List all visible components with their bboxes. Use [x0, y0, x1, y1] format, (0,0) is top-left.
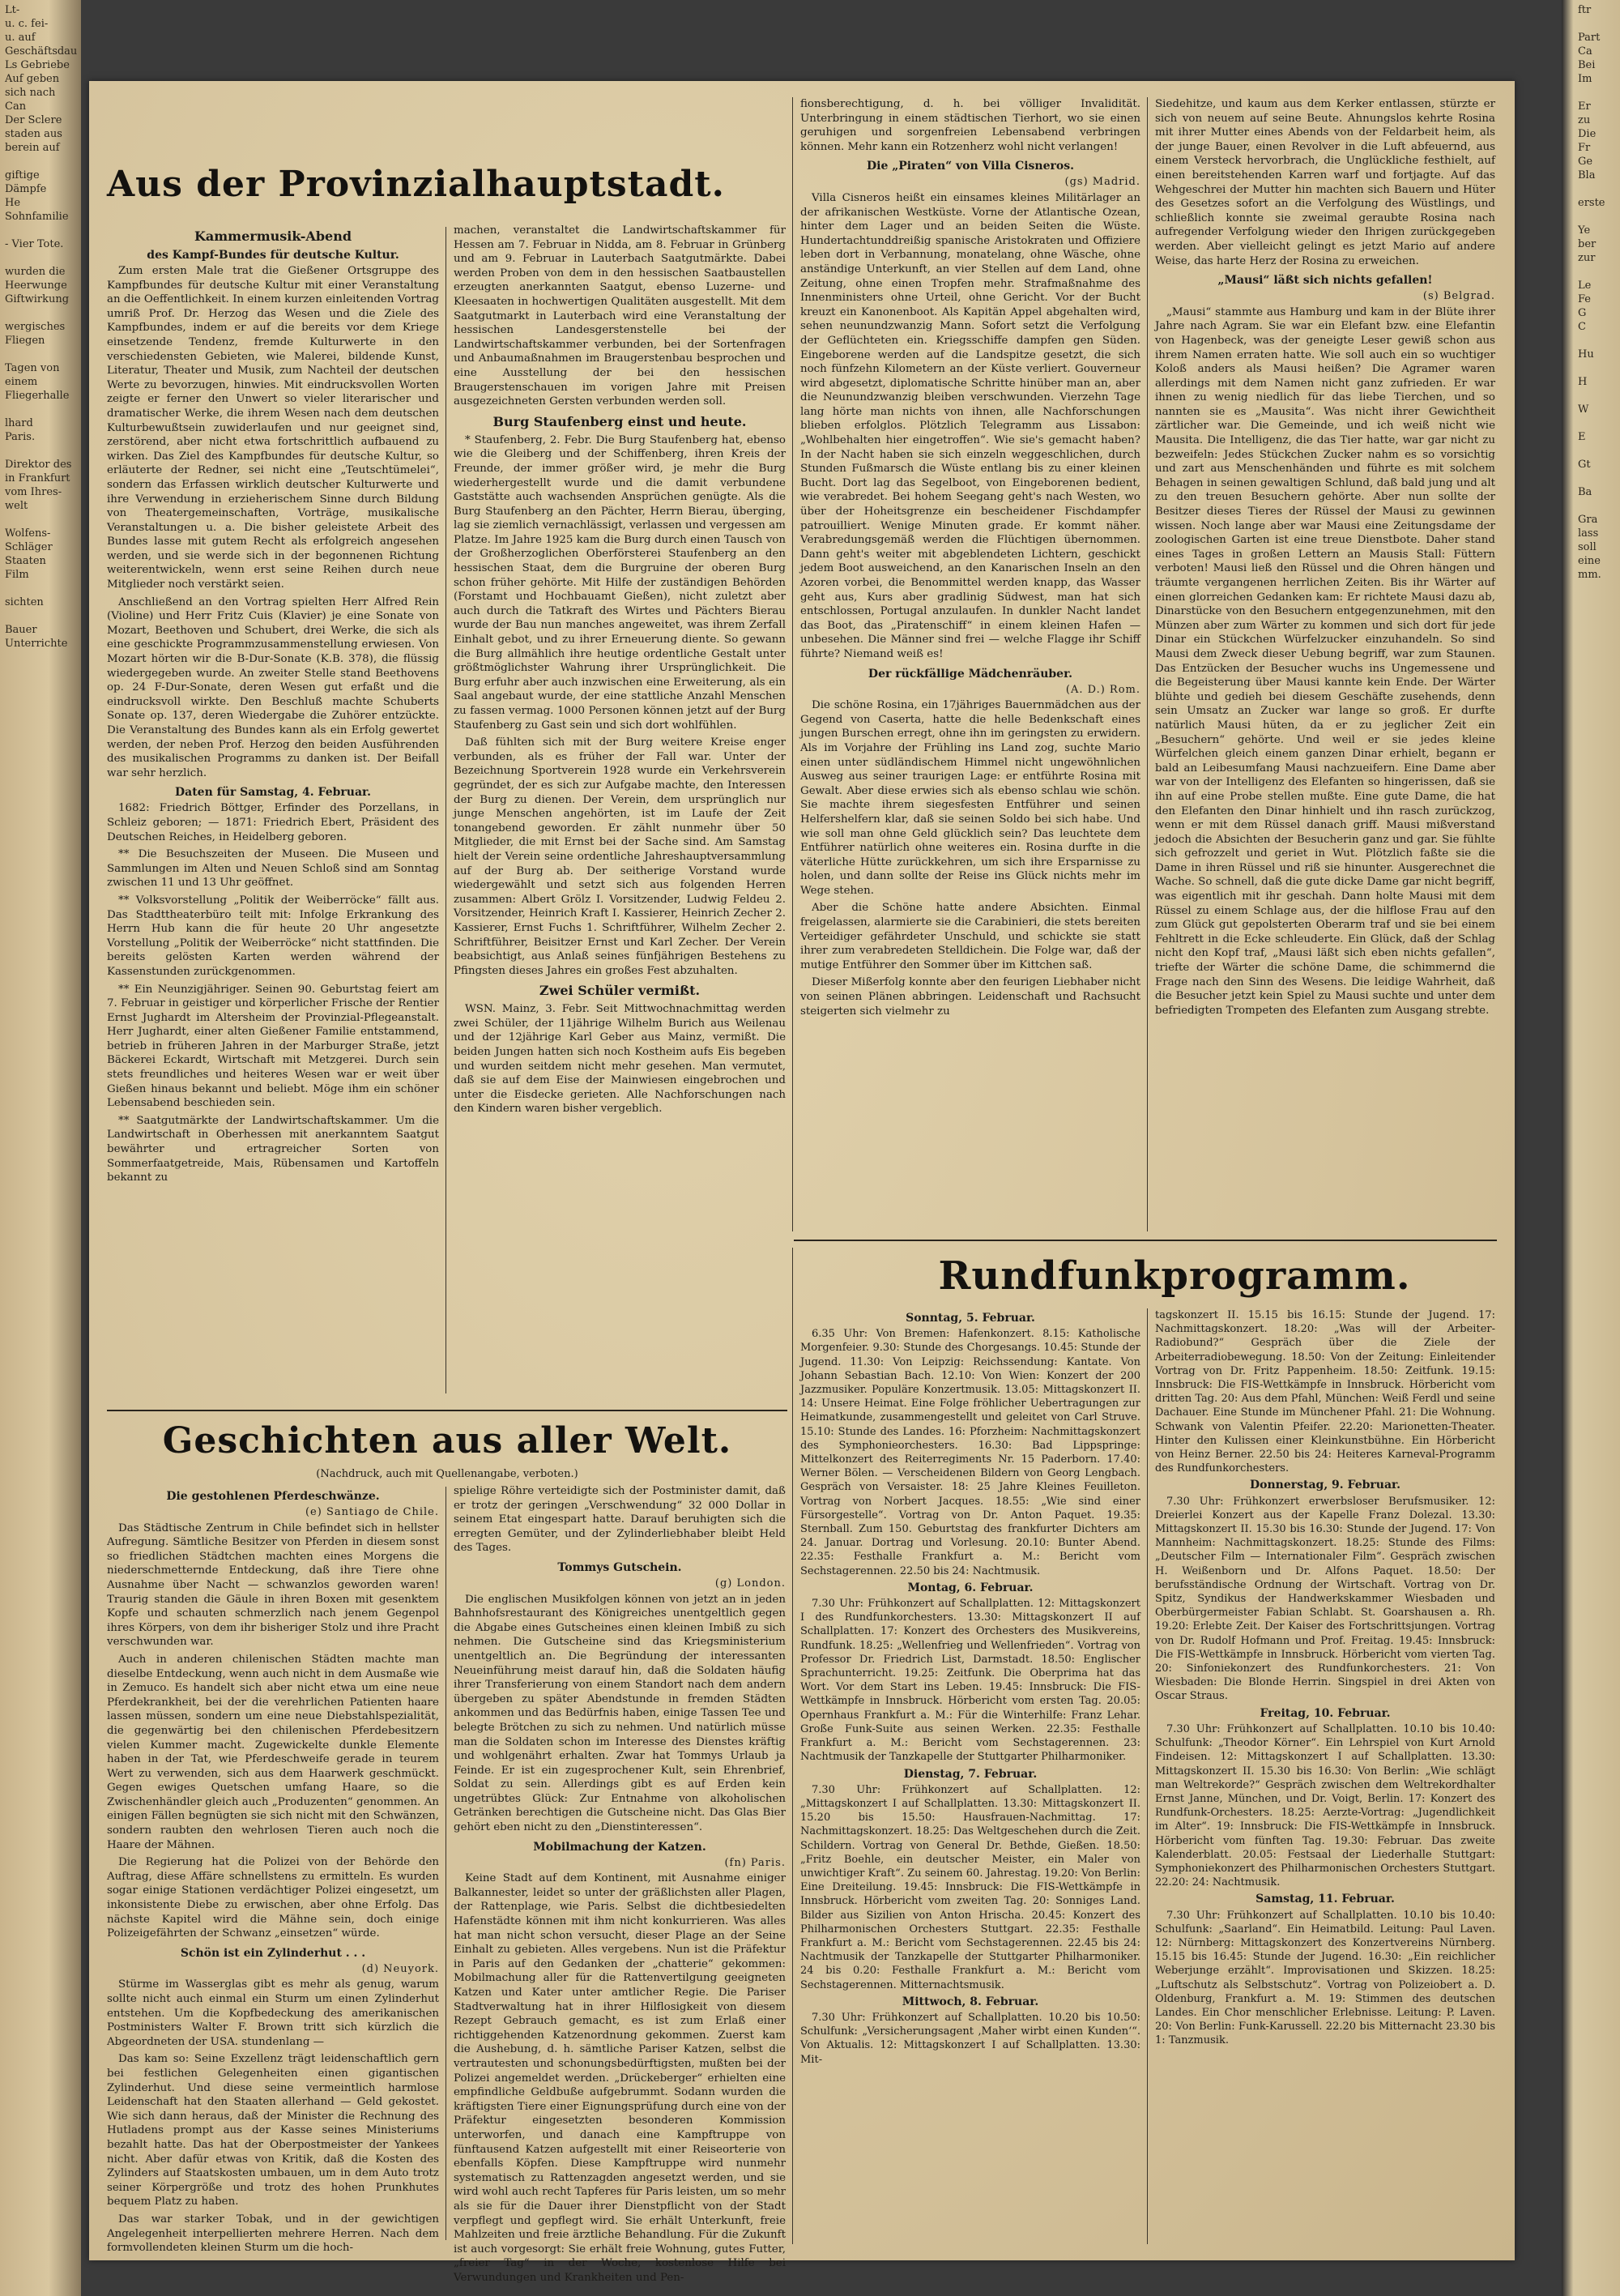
- column-rule: [792, 97, 793, 1231]
- paragraph: Die englischen Musikfolgen können von jetzt an in jeden Bahnhofsrestaurant des Königreiches unentgeltlich gegen die Abgabe eines Gutscheines einen kleinen Imbiß zu sich nehmen. Die Gutscheine sind das Kriegsministerium unentgeltlich an. Die Begründung der interessanten Neueinführung meist darauf hin, daß die Soldaten häufig ihrer Transferierung von einem Standort nach dem andern übergeben zu später Abendstunde in fremden Städten ankommen und das Bedürfnis haben, einige Tassen Tee und belegte Brötchen zu sich zu nehmen. Und natürlich müsse man die Soldaten schon im Interesse des Dienstes kräftig und wohlgenährt erhalten. Zwar hat Tommys Urlaub ja Feinde. Er ist ein zugesprochener Kult, sein Ehrenbrief, Soldat zu sein. Allerdings gibt es auf Erden kein ungetrübtes Glück: Zur Entnahme von alkoholischen Getränken berechtigen die Gutscheine nicht. Das Glas Bier gehört eben nicht zu den „Dienstinteressen“.: [454, 1593, 786, 1834]
- radio-day-heading: Freitag, 10. Februar.: [1260, 1706, 1391, 1720]
- radio-listing: 7.30 Uhr: Frühkonzert erwerbsloser Berufsmusiker. 12: Dreierlei Konzert aus der Kapelle Franz Dolezal. 13.30: Mittagskonzert II. 15.30 bis 16.30: Stunde der Jugend. 17: Von Mannheim: Nachmittagskonzert. 18.25: Stunde des Films: „Deutscher Film — Internationaler Film“. Gespräch zwischen H. Weißenborn und Dr. Alfons Paquet. 18.50: Der berufsständische Ordnung der Wirtschaft. Vortrag von Dr. Spitz, Syndikus der Handwerkskammer Wiesbaden und Oberbürgermeister Fabian Schlabt. St. Goarshausen a. Rh. 19.20: Erlebte Zeit. Der Kaiser des Fortschrittsjungen. Vortrag von Dr. Rudolf Hofmann und Prof. Freitag. 19.45: Innsbruck: Die FIS-Wettkämpfe in Innsbruck. Hörbericht vom vierten Tag. 20: Sinfoniekonzert des Rundfunkorchesters. 21: Von Wiesbaden: Die Blonde Herrin. Singspiel in drei Akten von Oscar Straus.: [1155, 1495, 1495, 1703]
- article-staufenberg: [454, 224, 786, 1406]
- paragraph: spielige Röhre verteidigte sich der Postminister damit, daß er trotz der geringen „Verschwendung“ 32 000 Dollar in seinem Etat eingespart hatte. Darauf beruhigten sich die erregten Gemüter, und der Zylinderliebhaber bleibt Held des Tages.: [454, 1485, 786, 1555]
- headline-mausi: „Mausi“ läßt sich nichts gefallen!: [1217, 274, 1433, 288]
- dateline: (gs) Madrid.: [1064, 176, 1140, 189]
- adjacent-page-right: [1562, 0, 1620, 2296]
- section-title-geschichten: Geschichten aus aller Welt.: [162, 1420, 732, 1462]
- adjacent-page-fragments-right: ftr Part Ca Bei Im Er zu Die Fr Ge Bla erste Ye ber zur Le Fe G C Hu H W E Gt Ba Gra lass soll eine mm.: [1578, 4, 1605, 581]
- paragraph: ** Die Besuchszeiten der Museen. Die Museen und Sammlungen im Alten und Neuen Schloß sind am Sonntag zwischen 11 und 13 Uhr geöffnet.: [107, 848, 439, 890]
- reprint-note: (Nachdruck, auch mit Quellenangabe, verboten.): [316, 1468, 578, 1480]
- dateline: (A. D.) Rom.: [1065, 683, 1140, 696]
- radio-day-heading: Sonntag, 5. Februar.: [906, 1312, 1035, 1325]
- column-rule: [792, 1248, 793, 2244]
- radio-column-2: [1155, 1308, 1495, 2244]
- column-rule: [1147, 97, 1148, 1231]
- dateline: (fn) Paris.: [724, 1856, 786, 1869]
- section-title-provinz: Aus der Provinzialhauptstadt.: [107, 164, 725, 205]
- paragraph: Auch in anderen chilenischen Städten machte man dieselbe Entdeckung, wenn auch nicht in dem Ausmaße wie in Zemuco. Es handelt sich aber nicht etwa um eine neue Pferdekrankheit, bei der die verehrlichen Patienten haare lassen müssen, sondern um eine neue Diebstahlspezialität, die gegenwärtig bei den chilenischen Pferdebesitzern vielen Kummer macht. Zugewickelte dunkle Elemente haben in der Tat, wie Pferdeschweife gerade in teurem Wert zu verwenden, sich aus dem Haarwerk geschmückt. Gegen ewiges Quetschen umfang Haare, so die Zwischenhändler gleich auch „Produzenten“ genommen. An einigen Fällen begnügten sie sich nicht mit den Schwänzen, sondern raubten den wehrlosen Tieren auch noch die Haare der Mähnen.: [107, 1653, 439, 1851]
- subhead-kammermusik: des Kampf-Bundes für deutsche Kultur.: [147, 249, 399, 262]
- column-rule: [1147, 1308, 1148, 2244]
- radio-day-heading: Donnerstag, 9. Februar.: [1249, 1479, 1401, 1492]
- paragraph: fionsberechtigung, d. h. bei völliger Invalidität. Unterbringung in einem städtischen Tierhort, wo sie einen geruhigen und sorgenfreien Lebensabend verbringen können. Mehr kann ein Rotzenherz wohl nicht verlangen!: [800, 98, 1140, 153]
- headline-katzen: Mobilmachung der Katzen.: [533, 1840, 706, 1854]
- headline-cisneros: Die „Piraten“ von Villa Cisneros.: [866, 160, 1074, 173]
- dateline: (g) London.: [714, 1577, 786, 1590]
- article-cisneros: [800, 97, 1140, 1231]
- radio-day-heading: Mittwoch, 8. Februar.: [902, 1995, 1039, 2008]
- dateline: (s) Belgrad.: [1422, 290, 1495, 303]
- paragraph: Das kam so: Seine Exzellenz trägt leidenschaftlich gern bei festlichen Gelegenheiten einen gigantischen Zylinderhut. Und diese seine vermeintlich harmlose Leidenschaft hat den Staaten allerhand — Geld gekostet. Wie sich dann heraus, daß der Minister die Rechnung des Hutladens prompt aus der Kasse seines Ministeriums bezahlt hatte. Das hat der Oberpostmeister der Yankees nicht. Aber dafür etwas von Kritik, daß die Kosten des Zylinders auf Staatskosten umbauen, um in dem Auto trotz seiner Körpergröße und trotz des hohen Prunkhutes bequem Platz zu haben.: [107, 2053, 439, 2209]
- paragraph: ** Volksvorstellung „Politik der Weiberröcke“ fällt aus. Das Stadttheaterbüro teilt mit: Infolge Erkrankung des Herrn Hub kann die für heute 20 Uhr angesetzte Vorstellung „Politik der Weiberröcke“ nicht stattfinden. Die bereits gelösten Karten werden während der Kassenstunden zurückgenommen.: [107, 894, 439, 978]
- headline-maedchenraeuber: Der rückfällige Mädchenräuber.: [868, 667, 1073, 681]
- radio-listing: tagskonzert II. 15.15 bis 16.15: Stunde der Jugend. 17: Nachmittagskonzert. 18.20: „Was will der Arbeiter-Radiobund?“ Gespräch über die Ziele der Arbeiterradiobewegung. 18.50: Von der Zeitung: Einleitender Vortrag von Dr. Fritz Pappenheim. 18.50: Zeitfunk. 19.15: Innsbruck: Die FIS-Wettkämpfe in Innsbruck. Hörbericht vom dritten Tag. 20: Aus dem Pfahl, München: Weiß Ferdl und seine Dachauer. Eine Stunde im Münchener Pfahl. 21: Die Wohnung. Schwank von Valentin Pfeifer. 22.20: Marionetten-Theater. Hinter den Kulissen einer Kleinkunstbühne. Ein Hörbericht von Heinz Berner. 22.50 bis 24: Heiteres Karneval-Programm des Rundfunkorchesters.: [1155, 1309, 1495, 1475]
- paragraph: Aber die Schöne hatte andere Absichten. Einmal freigelassen, alarmierte sie die Carabinieri, die stets bereiten Verteidiger gefährdeter Unschuld, und schickte sie statt ihrer zum verabredeten Stelldichein. Die Folge war, daß der mutige Entführer den Sommer über im Kittchen saß.: [800, 902, 1140, 971]
- radio-listing: 7.30 Uhr: Frühkonzert auf Schallplatten. 10.10 bis 10.40: Schulfunk: „Theodor Körner“. Ein Lehrspiel von Kurt Arnold Findeisen. 12: Mittagskonzert I auf Schallplatten. 13.30: Mittagskonzert II. 15.30 bis 16.30: Von Berlin: „Wie schlägt man Weltrekorde?“ Gespräch zwischen dem Weltrekordhalter Ernst Janne, München, und Dr. Voigt, Berlin. 17: Konzert des Rundfunk-Orchesters. 18.25: Aerzte-Vortrag: „Jugendlichkeit im Alter“. 19: Innsbruck: Die FIS-Wettkämpfe in Innsbruck. Hörbericht vom fünften Tag. 19.30: Februar. Das zweite Kalenderblatt. 20.05: Festsaal der Liederhalle Stuttgart: Symphoniekonzert des Philharmonischen Orchesters Stuttgart. 22.20: 24: Nachtmusik.: [1155, 1722, 1495, 1889]
- newspaper-page: [89, 81, 1515, 2284]
- section-rule: [794, 1240, 1497, 1241]
- dateline: (e) Santiago de Chile.: [305, 1506, 439, 1518]
- radio-listing: 7.30 Uhr: Frühkonzert auf Schallplatten. 12: Mittagskonzert I des Rundfunkorchesters. 13.30: Mittagskonzert II auf Schallplatten. 17: Konzert des Orchesters des Musikvereins, Rundfunk. 18.25: „Wellenfrieg und Wellenfrieden“. Vortrag von Professor Dr. Friedrich List, Darmstadt. 18.50: Englischer Sprachunterricht. 19.25: Zeitfunk. Die Oberprima hat das Wort. Vor dem Start ins Leben. 19.45: Innsbruck: Die FIS-Wettkämpfe in Innsbruck. Hörbericht vom ersten Tag. 20.05: Opernhaus Frankfurt a. M.: Für die Winterhilfe: Franz Lehar. Große Funk-Suite aus seinen Werken. 22.35: Festhalle Frankfurt a. M.: Bericht vom Sechstagerennen. 23: Nachtmusik der Tanzkapelle der Stuttgarter Philharmoniker.: [800, 1598, 1140, 1764]
- headline-daten: Daten für Samstag, 4. Februar.: [175, 786, 371, 800]
- paragraph: Daß fühlten sich mit der Burg weitere Kreise enger verbunden, als es früher der Fall war. Unter der Bezeichnung Sportverein 1928 wurde ein Verkehrsverein gegründet, der es sich zur Aufgabe machte, den Interessen der Burg zu dienen. Der Verein, dem ursprünglich nur junge Menschen angehörten, ist im Laufe der Zeit tonangebend geworden. Er zählt nunmehr über 50 Mitglieder, die mit Ernst bei der Sache sind. Am Samstag hielt der Verein seine ordentliche Jahreshauptversammlung auf der Burg ab. Der seitherige Vorstand wurde wiedergewählt und setzt sich aus folgenden Herren zusammen: Albert Grölz I. Vorsitzender, Ludwig Feldeu 2. Vorsitzender, Heinrich Kraft I. Kassierer, Heinrich Zecher 2. Kassierer, Ernst Fuchs 1. Schriftführer, Wilhelm Zecher 2. Schriftführer, Beisitzer Ernst und Karl Zecher. Der Verein beabsichtigt, aus Anlaß seines fünfjährigen Bestehens zu Pfingsten dieses Jahres ein großes Fest abzuhalten.: [454, 736, 786, 977]
- headline-tommy: Tommys Gutschein.: [557, 1560, 682, 1574]
- radio-day-heading: Dienstag, 7. Februar.: [903, 1767, 1038, 1781]
- paragraph: Dieser Mißerfolg konnte aber den feurigen Liebhaber nicht von seinen Plänen abbringen. Leidenschaft und Rachsucht steigerten sich vielmehr zu: [800, 976, 1140, 1018]
- article-tommy-katzen: [454, 1484, 786, 2284]
- article-pferdeschwaenze: [107, 1484, 439, 2255]
- radio-listing: 7.30 Uhr: Frühkonzert auf Schallplatten. 10.10 bis 10.40: Schulfunk: „Saarland“. Ein Heimatbild. Leitung: Paul Laven. 12: Nürnberg: Mittagskonzert des Konzertvereins Nürnberg. 15.15 bis 16.45: Stunde der Jugend. 16.30: „Ein reichlicher Weberjunge erzählt“. Improvisationen und Skizzen. 18.25: „Luftschutz als Selbstschutz“. Vortrag von Polizeiobert a. D. Oldenburg, Frankfurt a. M. 19: Stimmen des deutschen Landes. Ein Chor menschlicher Erlebnisse. Leitung: P. Laven. 20: Von Berlin: Funk-Karussell. 22.20 bis Mitternacht 23.30 bis 1: Tanzmusik.: [1155, 1909, 1495, 2047]
- headline-pferdeschwaenze: Die gestohlenen Pferdeschwänze.: [166, 1490, 380, 1503]
- radio-day-heading: Montag, 6. Februar.: [907, 1581, 1034, 1594]
- adjacent-page-left: [0, 0, 81, 2296]
- dateline: (d) Neuyork.: [361, 1962, 439, 1975]
- paragraph: Die schöne Rosina, ein 17jähriges Bauernmädchen aus der Gegend von Caserta, hatte die helle Bedenkschaft eines jungen Burschen erregt, ohne ihn im geringsten zu erwidern. Als im Vorjahre der Frühling ins Land zog, suchte Mario einen unter südländischem Himmel nicht ungewöhnlichen Ausweg aus seiner traurigen Lage: er entführte Rosina mit Gewalt. Aber diese erwies sich als ebenso schlau wie schön. Sie machte ihrem siegesfesten Entführer und seinen Helfershelfern klar, daß sie seinen Soldo bei sich habe. Und wie soll man ohne Geld glücklich sein? Das leuchtete dem Entführer natürlich ohne weiteres ein. Rosina durfte in die väterliche Hütte zurückkehren, um sich ihre Ersparnisse zu holen, und dann sollte der Reise ins Glück nichts mehr im Wege stehen.: [800, 699, 1140, 897]
- headline-kammermusik: Kammermusik-Abend: [194, 228, 352, 244]
- paragraph: ** Ein Neunzigjähriger. Seinen 90. Geburtstag feiert am 7. Februar in geistiger und körperlicher Frische der Rentier Ernst Jughardt im Altersheim der Provinzial-Pflegeanstalt. Herr Jughardt, einer alten Gießener Familie entstammend, betrieb in früheren Jahren in der Marburger Straße, jetzt Bäckerei Eckardt, Wirtschaft mit Metzgerei. Durch sein stets freundliches und heiteres Wesen war er weit über Gießen hinaus bekannt und beliebt. Möge ihm ein schöner Lebensabend beschieden sein.: [107, 983, 439, 1110]
- paragraph: Siedehitze, und kaum aus dem Kerker entlassen, stürzte er sich von neuem auf seine Beute. Ahnungslos kehrte Rosina mit ihrer Mutter eines Abends von der Feldarbeit heim, als der junge Bauer, einen Revolver in die Luft abfeuernd, aus einem Versteck hervorbrach, die Unglückliche festhielt, auf einen bereitstehenden Karren warf und fortjagte. Auf das Wehgeschrei der Mutter hin machten sich Bauern und Hüter des Gesetzes sofort an die Verfolgung des Wüstlings, und schließlich konnte sie zweimal geraubte Rosina nach aufregender Verfolgung wieder den Ihrigen zurückgegeben werden. Aber vielleicht gelingt es jetzt Mario auf andere Weise, das harte Herz der Rosina zu erweichen.: [1155, 98, 1495, 267]
- section-rule: [107, 1410, 787, 1411]
- radio-listing: 7.30 Uhr: Frühkonzert auf Schallplatten. 10.20 bis 10.50: Schulfunk: „Versicherungsagent ‚Maher wirbt einen Kunden‘“. Von Aktualis. 12: Mittagskonzert I auf Schallplatten. 13.30: Mit-: [800, 2011, 1140, 2066]
- article-mausi: [1155, 97, 1495, 1231]
- paragraph: ** Saatgutmärkte der Landwirtschaftskammer. Um die Landwirtschaft in Oberhessen mit anerkanntem Saatgut bewährter und ertragreicher Sorten von Sommerfaatgetreide, Mais, Rübensamen und Kartoffeln bekannt zu: [107, 1114, 439, 1184]
- radio-listing: 6.35 Uhr: Von Bremen: Hafenkonzert. 8.15: Katholische Morgenfeier. 9.30: Stunde des Chorgesangs. 10.45: Stunde der Jugend. 11.30: Von Leipzig: Reichssendung: Kantate. Von Johann Sebastian Bach. 12.10: Von Wien: Konzert der 200 Jazzmusiker. Populäre Konzertmusik. 13.05: Mittagskonzert II. 14: Unsere Heimat. Eine Folge fröhlicher Uebertragungen zur Heimatkunde, zusammengestellt und geleitet von Carl Struve. 15.10: Stunde des Landes. 16: Pforzheim: Nachmittagskonzert des Symphonieorchesters. 16.30: Bad Lippspringe: Mittelkonzert des Reiterregiments Nr. 15 Paderborn. 17.40: Werner Bölen. — Verscheidenen Bildern von Georg Lengbach. Gespräch von Versaister. 18: 25 Jahre Kleines Feuilleton. Vortrag von Norbert Jacques. 18.55: „Wie sind einer Fürsorgestelle“. Vortrag von Dr. Anton Paquet. 19.35: Sternball. Zum 150. Geburtstag des frankfurter Dichters am 24. Januar. Dortrag und Vorlesung. 20.10: Bunter Abend. 22.35: Festhalle Frankfurt a. M.: Bericht vom Sechstagerennen. 22.50 bis 24: Nachtmusik.: [800, 1328, 1140, 1577]
- paragraph: Villa Cisneros heißt ein einsames kleines Militärlager an der afrikanischen Westküste. Vorne der Atlantische Ozean, hinter dem Lager und an beiden Seiten die Wüste. Hundertachtunddreißig spanische Aristokraten und Offiziere leben dort in Verbannung, monatelang, ohne Wäsche, ohne anständige Unterkunft, an vier Stellen auf dem Land, ohne Zeitung, ohne einen Tropfen mehr. Strafmaßnahme des Innenministers ohne Urteil, ohne Gericht. Vor der Bucht kreuzt ein Kanonenboot. Als Kapitän Appel abgehalten wird, sehen neunundzwanzig Mann. Sofort setzt die Verfolgung der Geflüchteten ein. Kriegsschiffe dampfen gen Süden. Eingeborene werden auf die Landspitze gesetzt, die sich noch fünfzehn Kilometern an der Küste verliert. Gouverneur wird abgesetzt, diplomatische Schritte hinüber man an, aber die Neunundzwanzig bleiben verschwunden. Vierzehn Tage lang hörte man nichts von ihnen, alle Nachforschungen blieben erfolglos. Plötzlich Telegramm aus Lissabon: „Wohlbehalten hier eingetroffen“. Wie sie's gemacht haben? In der Nacht haben sie sich einzeln weggeschlichen, durch Stunden Fußmarsch die Wüste entlang bis zu einer kleinen Bucht. Dort lag das Segelboot, von Eingeborenen bedient, wie verabredet. Bei hohem Seegang geht's nach Westen, wo über der Hoheitsgrenze ein bescheidener Fischdampfer patrouilliert. Wenige Minuten grade. Er kommt näher. Verabredungsgemäß werden die Flüchtigen übernommen. Dann geht's weiter mit abgeblendeten Lichtern, geschickt jedem Boot ausweichend, an den Kanarischen Inseln an den Azoren vorbei, die Benommittel werden knapp, das Wasser geht aus, Kurs aber gradlinig Südwest, man hat sich entschlossen, Portugal anzulaufen. In dunkler Nacht landet das Boot, das „Piratenschiff“ in einem kleinen Hafen — unbesehen. Die Männer sind frei — welche Flagge ihr Schiff führte? Niemand weiß es!: [800, 191, 1140, 660]
- radio-listing: 7.30 Uhr: Frühkonzert auf Schallplatten. 12: „Mittagskonzert I auf Schallplatten. 13.30: Mittagskonzert II. 15.20 bis 15.50: Hausfrauen-Nachmittag. 17: Nachmittagskonzert. 18.25: Das Weltgeschehen durch die Zeit. Schildern. Vortrag von General Dr. Bethde, Gießen. 18.50: „Fritz Boehle, ein deutscher Meister, ein Maler von unwichtiger Kraft“. Zu seinem 60. Jahrestag. 19.20: Von Berlin: Eine Dreiteilung. 19.45: Innsbruck: Die FIS-Wettkämpfe in Innsbruck. Hörbericht vom zweiten Tag. 20: Sonniges Land. Bilder aus Sizilien von Anton Hrischa. 20.45: Konzert des Philharmonischen Orchesters Stuttgart. 22.35: Festhalle Frankfurt a. M.: Bericht vom Sechstagerennen. 22.45 bis 24: Nachtmusik der Tanzkapelle der Stuttgarter Philharmoniker. 24 bis 0.20: Festhalle Frankfurt a. M.: Bericht vom Sechstagerennen. Mitternachtsmusik.: [800, 1783, 1140, 1991]
- article-kammermusik: [107, 224, 439, 1406]
- paragraph: Die Regierung hat die Polizei von der Behörde den Auftrag, diese Affäre schnellstens zu ermitteln. Es wurden sogar einige Stationen verdächtiger Polizei eingesetzt, um inkonsistente Diebe zu erwischen, aber ohne Erfolg. Das nächste Kapitel wird die Mähne sein, doch einige Polizeigefährten der Schwanz „einsetzen“ würde.: [107, 1856, 439, 1940]
- paragraph: * Staufenberg, 2. Febr. Die Burg Staufenberg hat, ebenso wie die Gleiberg und der Schiffenberg, ihren Kreis der Freunde, der immer größer wird, je mehr die Burg wiederhergestellt wurde und die damit verbundene Gaststätte auch wachsenden Ansprüchen genügte. Als die Burg Staufenberg an den Pächter, Herrn Bierau, überging, lag sie ziemlich vernachlässigt, verlassen und vergessen am Platze. Im Jahre 1925 kam die Burg durch einen Tausch von der Großherzoglichen Oberförsterei Staufenberg an den hessischen Staat, dem die Burgruine der oberen Burg schon früher gehörte. Mit Hilfe der zuständigen Behörden (Forstamt und Hochbauamt Gießen), nicht zuletzt aber auch durch die Tatkraft des Wirtes und Pächters Bierau wurde der Bau nun manches angeweitet, was ihrem Zerfall Einhalt gebot, und zu ihrer Erneuerung diente. So gewann die Burg allmählich ihre heutige ordentliche Gestalt unter größtmöglichster Wahrung ihrer Ursprünglichkeit. Die Burg erfuhr aber auch inzwischen eine Erweiterung, als ein Saal angebaut wurde, der eine stattliche Anzahl Menschen zu fassen vermag. 1000 Personen können jetzt auf der Burg Staufenberg zu Gast sein und sich dort wohlfühlen.: [454, 433, 786, 732]
- paragraph: Zum ersten Male trat die Gießener Ortsgruppe des Kampfbundes für deutsche Kultur mit einer Veranstaltung an die Oeffentlichkeit. In einem kurzen einleitenden Vortrag umriß Prof. Dr. Herzog das Wesen und die Ziele des Kampfbundes, indem er auf die bereits vor dem Kriege einsetzende Tendenz, fremde Kulturwerte in den verschiedensten Gebieten, wie Malerei, bildende Kunst, Literatur, Theater und Musik, zum Nachteil der deutschen Werte zu bevorzugen, hinwies. Mit eindrucksvollen Worten zeigte er ferner den Unwert so vieler literarischer und dramatischer Werke, die ihrem Wesen nach dem deutschen Kulturbewußtsein zuwiderlaufen und nur geeignet sind, zerstörend, aber nicht etwa fortschrittlich aufbauend zu wirken. Das Ziel des Kampfbundes für deutsche Kultur, so erläuterte der Redner, sei nicht eine „Teutschtümelei“, sondern das Erfassen wirklich deutscher Kulturwerte und ihre Verwendung in erzieherischem Sinne durch Bildung von Theatergemeinschaften, Vorträge, musikalische Veranstaltungen u. a. Die bisher geleistete Arbeit des Bundes lasse mit gutem Recht als erfolgreich angesehen werden, und sie werde sich in der begonnenen Richtung weiterentwickeln, wenn erst seine Reihen durch neue Mitglieder noch verstärkt seien.: [107, 265, 439, 591]
- radio-column-1: [800, 1308, 1140, 2244]
- paragraph: Keine Stadt auf dem Kontinent, mit Ausnahme einiger Balkannester, leidet so unter der gräßlichsten aller Plagen, der Rattenplage, wie Paris. Selbst die dichtbesiedelten Hafenstädte können mit ihm nicht konkurrieren. Was alles hat man nicht schon versucht, dieser Plage an der Seine Einhalt zu gebieten. Alles vergebens. Nun ist die Präfektur in Paris auf den Gedanken der „chatterie“ gekommen: Mobilmachung aller für die Rattenvertilgung geeigneten Katzen und Kater unter amtlicher Regie. Die Pariser Stadtverwaltung hat in ihrer Hilflosigkeit von diesem Rezept Gebrauch gemacht, es ist zum Erlaß einer richtiggehenden Katzenordnung gekommen. Zuerst kam die Aushebung, d. h. sämtliche Pariser Katzen, selbst die vertrautesten und schonungsbedürftigsten, mußten bei der Polizei angemeldet werden. „Drückeberger“ erhielten eine empfindliche Geldbuße aufgebrummt. Sodann wurden die kräftigsten Tiere einer Eignungsprüfung durch eine von der Präfektur eingesetzten besonderen Kommission unterworfen, und danach eine Kampftruppe von fünftausend Katzen aufgestellt mit einer Reiseorterie von ebenfalls Köpfen. Diese Kampftruppe wird nunmehr systematisch zu Rattenzagden angesetzt werden, und sie wird wohl auch recht Tapferes für Paris leisten, um so mehr als sie für die Dauer ihrer Dienstpflicht von der Stadt verpflegt und gepflegt wird. Sie erhält Unterkunft, freie Mahlzeiten und freie ärztliche Behandlung. Für die Zukunft ist auch vorgesorgt: Sie erhält freie Wohnung, gutes Futter, „freier Tag“ in der Woche, kostenlose Hilfe bei Verwundungen und Krankheiten und Pen-: [454, 1872, 786, 2284]
- section-title-rundfunk: Rundfunkprogramm.: [938, 1253, 1411, 1299]
- headline-zylinderhut: Schön ist ein Zylinderhut . . .: [180, 1946, 366, 1960]
- paragraph: Das war starker Tobak, und in der gewichtigen Angelegenheit interpellierten mehrere Herren. Nach dem formvollendeten kleinen Sturm um die hoch-: [107, 2213, 439, 2255]
- paragraph: „Mausi“ stammte aus Hamburg und kam in der Blüte ihrer Jahre nach Agram. Sie war ein Elefant bzw. eine Elefantin von Hagenbeck, was der geneigte Leser gewiß schon aus ihrem Namen erraten hatte. Wie soll auch ein so wuchtiger Koloß anders als Mausi heißen? Die Agramer waren allerdings mit dem Namen nicht ganz zufrieden. Er war ihnen zu wenig niedlich für das liebe Tierchen, und so nannten sie es „Mausita“. Was nicht ihrer Gewichtheit zärtlicher war. Die Gemeinde, und ich weiß nicht wie Mausita. Die Intelligenz, die das Tier hatte, war gar nicht zu bezweifeln: Jedes Stückchen Zucker nahm es so vorsichtig und zart aus Menschenhänden und führte es mit solchem Behagen in seinen gewaltigen Schlund, daß bald jung und alt zu den treuen Besuchern gehörte. Aber nun sollte der Besitzer dieses Tieres der Rüssel der Mausi zu gewinnen wissen. Noch lange aber war Mausi eine Zeitungsdame der zoologischen Garten ist eine treue Dienstbote. Daher stand eines Tages in großen Lettern an Mausis Stall: Füttern verboten! Mausi ließ den Rüssel und die Ohren hängen und träumte vergangenen herrlichen Zeiten. Bis ihr Wärter auf einen glorreichen Gedanken kam: Er richtete Mausi dazu ab, Dinarstücke von den Besuchern entgegenzunehmen, mit den Münzen aber zum Wärter zu kommen und sich dort für jede Dinar ein Stückchen Würfelzucker einzuhandeln. So sind Mausi dem Zweck dieser Uebung begriff, war zum Staunen. Das Entzücken der Besucher wuchs ins Ungemessene und die Begeisterung über Mausi kannte kein Ende. Der Wärter blühte und gedieh bei diesem Geschäfte zusehends, denn sein Umsatz an Zucker war lange so groß. Er durfte natürlich Mausi hüten, da er zu jeglicher Zeit ein „Besuchern“ gehörte. Und weil er sie jedes kleine Würfelchen gleich einem ganzen Dinar erhielt, begann er bald an Leibesumfang Mausi nachzueifern. Eine Dame aber war von der Intelligenz des Elefanten so hingerissen, daß sie ihn auf eine Probe stellen mußte. Eine gute Dame, die hat den Elefanten den Dinar hinhielt und ihn rasch zurückzog, wenn er mit dem Rüssel danach griff. Mausi mißverstand jedoch die Absichten der Besucherin ganz und gar. Sie fühlte sich gefrozzelt und geriet in Wut. Plötzlich faßte sie die Dame in ihren Rüssel und riß sie hinunter. Ausgerechnet die Wache. So schnell, daß die gute dicke Dame gar nicht begriff, was eigentlich mit ihr geschah. Dann holte Mausi mit dem Rüssel zu einem Schlage aus, der die hilflose Frau auf den zum Glück gut gepolsterten Oberarm traf und sie bei einem Fehltrett in die Ecke schleuderte. Ein Glück, daß der Schlag nicht den Kopf traf, „Mausi läßt sich eben nichts gefallen“, triefte der Wärter die schöne Dame, die schimmernd die Frage nach den Sinn des Wesens. Die leidige Wahrheit, daß die Besucher jetzt kein Spiel zu Mausi suchte und unter dem befriedigten Trompeten des Elefanten zum Ausgang strebte.: [1155, 305, 1495, 1017]
- paragraph: 1682: Friedrich Böttger, Erfinder des Porzellans, in Schleiz geboren; — 1871: Friedrich Ebert, Präsident des Deutschen Reiches, in Heidelberg geboren.: [107, 802, 439, 843]
- radio-day-heading: Samstag, 11. Februar.: [1256, 1893, 1395, 1906]
- paragraph: Stürme im Wasserglas gibt es mehr als genug, warum sollte nicht auch einmal ein Sturm um einen Zylinderhut entstehen. Um die Kopfbedeckung des amerikanischen Postministers Walter F. Brown tritt sich kürzlich die Abgeordneten der USA. stundenlang —: [107, 1978, 439, 2048]
- adjacent-page-fragments: Lt- u. c. fei- u. auf Geschäftsdau Ls Gebriebe Auf geben sich nach Can Der Sclere staden aus berein auf giftige Dämpfe He Sohnfamilie - Vier Tote. wurden die Heerwunge Giftwirkung wergisches Fliegen Tagen von einem Fliegerhalle lhard Paris. Direktor des in Frankfurt vom Ihres- welt Wolfens-Schläger Staaten Film sichten Bauer Unterrichte: [5, 4, 78, 650]
- headline-staufenberg: Burg Staufenberg einst und heute.: [492, 413, 747, 429]
- paragraph: Das Städtische Zentrum in Chile befindet sich in hellster Aufregung. Sämtliche Besitzer von Pferden in diesem sonst so friedlichen Städtchen machten eines Morgens die niederschmetternde Entdeckung, daß ihre Tiere ohne Ausnahme über Nacht — schwanzlos geworden waren! Traurig standen die Gäule in ihren Boxen mit gesenktem Kopfe und schauten schmerzlich nach jenem Gegenpol ihres Körpers, von dem ihr bisheriger Stolz und ihre Pracht verschwunden war.: [107, 1521, 439, 1649]
- paragraph: Anschließend an den Vortrag spielten Herr Alfred Rein (Violine) und Herr Fritz Cuis (Klavier) je eine Sonate von Mozart, Beethoven und Schubert, drei Werke, die sich als eine geschickte Programmzusammenstellung erwiesen. Von Mozart hörten wir die B-Dur-Sonate (K.B. 378), die flüssig wiedergegeben wurde. An zweiter Stelle stand Beethovens op. 24 F-Dur-Sonate, deren Wesen gut erfaßt und die eindrucksvoll wirkte. Den Beschluß machte Schuberts Sonate op. 137, deren Wiedergabe die Zuhörer entzückte. Die Veranstaltung des Bundes kann als ein Erfolg gewertet werden, der neben Prof. Herzog den beiden Ausführenden des musikalischen Programms zu danken ist. Der Beifall war sehr herzlich.: [107, 595, 439, 779]
- paragraph: machen, veranstaltet die Landwirtschaftskammer für Hessen am 7. Februar in Nidda, am 8. Februar in Grünberg und am 9. Februar in Lauterbach Saatgutmärkte. Dabei werden Proben von dem in den hessischen Saatbaustellen erzeugten anerkannten Saatgut, ebenso Luzerne- und Kleesaaten in hochwertigen Qualitäten ausgestellt. Mit dem Saatgutmarkt in Lauterbach wird eine Veranstaltung der hessischen Landesgerstenstelle bei der Landwirtschaftskammer verbunden, bei der Sortenfragen und Anbaumaßnahmen im Braugerstenbau besprochen und eine Ausstellung der bei den hessischen Braugerstenschauen im vorigen Jahre mit Preisen ausgezeichneten Gersten verbunden werden soll.: [454, 224, 786, 408]
- headline-schueler: Zwei Schüler vermißt.: [539, 983, 701, 999]
- paragraph: WSN. Mainz, 3. Febr. Seit Mittwochnachmittag werden zwei Schüler, der 11jährige Wilhelm Burich aus Weilenau und der 12jährige Karl Geber aus Mainz, vermißt. Die beiden Jungen hatten sich noch Kostheim aufs Eis begeben und wurden seitdem nicht mehr gesehen. Man vermutet, daß sie auf dem Eise der Mainwiesen eingebrochen und unter die Eisdecke gerieten. Alle Nachforschungen nach den Kindern waren bisher vergeblich.: [454, 1003, 786, 1116]
